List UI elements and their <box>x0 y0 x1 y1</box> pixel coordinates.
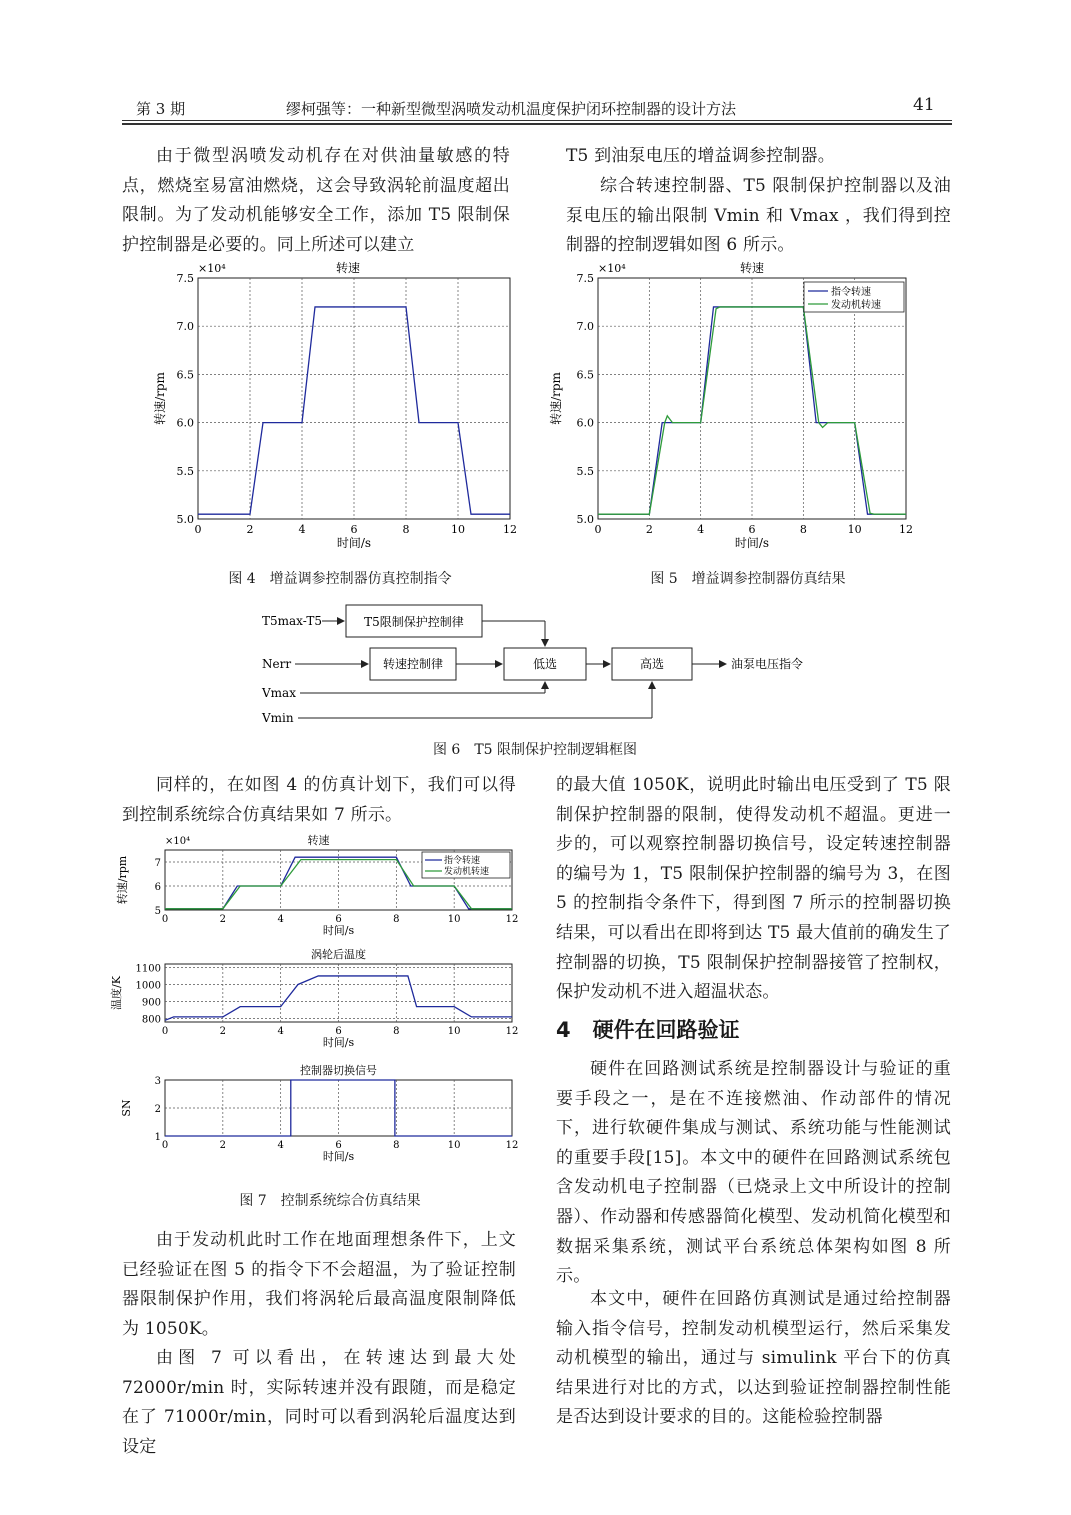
x-tick-label: 2 <box>219 1140 227 1151</box>
y-tick-label: 5.5 <box>576 464 594 478</box>
t5-limit-block-label: T5限制保护控制律 <box>364 615 464 629</box>
subplot-c-ylabel: SN <box>120 1099 133 1117</box>
x-tick-label: 12 <box>505 914 519 925</box>
x-axis-label: 时间/s <box>734 536 770 550</box>
right-paragraph-1: T5 到油泵电压的增益调参控制器。 <box>566 146 835 166</box>
y-tick-label: 5.0 <box>176 513 194 526</box>
x-tick-label: 4 <box>697 523 705 536</box>
header-title: 缪柯强等：一种新型微型涡喷发动机温度保护闭环控制器的设计方法 <box>286 100 737 118</box>
x-tick-label: 8 <box>393 1140 400 1151</box>
y-tick-label: 5 <box>154 906 161 917</box>
output-label: 油泵电压指令 <box>731 657 804 671</box>
x-tick-label: 0 <box>161 1140 169 1151</box>
x-tick-label: 0 <box>194 523 202 536</box>
x-tick-label: 8 <box>393 914 400 925</box>
subplot-b-xlabel: 时间/s <box>322 1036 355 1049</box>
x-tick-label: 6 <box>335 1026 342 1037</box>
x-tick-label: 6 <box>335 1140 342 1151</box>
x-tick-label: 4 <box>277 1026 284 1037</box>
x-axis-label: 时间/s <box>336 536 372 550</box>
y-tick-label: 6.5 <box>576 368 594 382</box>
legend-label-2: 发动机转速 <box>444 867 490 877</box>
y-tick-label: 6.5 <box>176 368 194 382</box>
left-paragraph-2: 同样的，在如图 4 的仿真计划下，我们可以得到控制系统综合仿真结果如 7 所示。 <box>122 775 516 825</box>
legend-label-1: 指令转速 <box>444 856 481 866</box>
left-paragraph-3: 由于发动机此时工作在地面理想条件下，上文已经验证在图 5 的指令下不会超温，为了验证控制器限制保护作用，我们将涡轮后最高温度限制降低为 1050K。 <box>122 1230 516 1339</box>
x-tick-label: 4 <box>298 523 306 536</box>
figure-6-caption: 图 6 T5 限制保护控制逻辑框图 <box>432 742 638 758</box>
x-tick-label: 12 <box>503 523 517 536</box>
y-axis-label: 转速/rpm <box>549 372 563 425</box>
y-tick-label: 1 <box>154 1132 161 1143</box>
x-tick-label: 12 <box>505 1026 519 1037</box>
high-select-block-label: 高选 <box>639 657 665 671</box>
y-tick-label: 3 <box>154 1076 161 1087</box>
figure-4-chart <box>150 258 530 558</box>
figure-7-caption: 图 7 控制系统综合仿真结果 <box>239 1193 421 1209</box>
x-tick-label: 8 <box>402 523 410 536</box>
left-paragraph-1: 由于微型涡喷发动机存在对供油量敏感的特点，燃烧室易富油燃烧，这会导致涡轮前温度超出限制。为了发动机能够安全工作，添加 T5 限制保护控制器是必要的。同上所述可以建立 <box>122 146 510 255</box>
header-rule-thick <box>122 123 952 125</box>
subplot-a-title: 转速 <box>307 834 330 847</box>
y-axis-label: 转速/rpm <box>153 372 167 425</box>
y-tick-label: 6 <box>154 882 161 893</box>
subplot-b-title: 涡轮后温度 <box>311 948 366 961</box>
x-tick-label: 8 <box>799 523 807 536</box>
section-heading <box>556 1014 740 1044</box>
figure-5-caption: 图 5 增益调参控制器仿真结果 <box>650 571 846 587</box>
figure-7-chart <box>110 828 530 1178</box>
y-tick-label: 7.5 <box>576 272 594 285</box>
input-vmax-label: Vmax <box>262 686 296 700</box>
input-t5-label: T5max-T5 <box>262 614 322 628</box>
y-tick-label: 5.0 <box>576 513 594 526</box>
subplot-b-ylabel: 温度/K <box>110 976 123 1010</box>
x-tick-label: 0 <box>161 914 169 925</box>
y-tick-label: 7 <box>154 858 161 869</box>
y-tick-label: 900 <box>141 997 161 1009</box>
figure-5-chart <box>546 258 926 558</box>
x-tick-label: 4 <box>277 1140 284 1151</box>
section-title: 硬件在回路验证 <box>592 1018 740 1042</box>
x-tick-label: 2 <box>219 914 227 925</box>
right-paragraph-3: 的最大值 1050K，说明此时输出电压受到了 T5 限制保护控制器的限制，使得发动机不超温。更进一步的，可以观察控制器切换信号，设定转速控制器的编号为 1，T5 限制保护控制器的编号为 3，在图 5 的控制指令条件下，得到图 7 所示的控制器切换结果，可以看出在即将到达 T5 最大值前的确发生了控制器的切换，T5 限制保护控制器接管了控制权，保护发动机不进入超温状态。 <box>556 775 951 1003</box>
chart-title: 转速 <box>335 261 361 275</box>
chart-title: 转速 <box>739 261 765 275</box>
x-tick-label: 2 <box>645 523 653 536</box>
y-tick-label: 7.0 <box>576 320 594 334</box>
subplot-c-xlabel: 时间/s <box>322 1150 355 1163</box>
x-tick-label: 10 <box>847 523 862 536</box>
input-vmin-label: Vmin <box>262 711 294 725</box>
y-scale-exponent: ×10⁴ <box>598 262 626 275</box>
header-issue: 第 3 期 <box>136 100 186 118</box>
x-tick-label: 12 <box>505 1140 519 1151</box>
input-nerr-label: Nerr <box>262 657 292 671</box>
y-tick-label: 7.5 <box>176 272 194 285</box>
right-paragraph-2: 综合转速控制器、T5 限制保护控制器以及油泵电压的输出限制 Vmin 和 Vmax ，我们得到控制器的控制逻辑如图 6 所示。 <box>566 176 951 256</box>
legend-label-1: 指令转速 <box>831 287 871 298</box>
speed-control-block-label: 转速控制律 <box>382 657 444 671</box>
y-scale-exponent: ×10⁴ <box>198 262 226 275</box>
x-tick-label: 10 <box>451 523 465 536</box>
x-tick-label: 10 <box>447 914 461 925</box>
y-tick-label: 2 <box>154 1104 161 1115</box>
subplot-a-exponent: ×10⁴ <box>165 836 191 847</box>
x-tick-label: 4 <box>277 914 284 925</box>
subplot-a-xlabel: 时间/s <box>322 924 355 937</box>
figure-4-caption: 图 4 增益调参控制器仿真控制指令 <box>228 571 452 587</box>
legend-label-2: 发动机转速 <box>831 300 881 311</box>
x-tick-label: 0 <box>161 1026 169 1037</box>
low-select-block-label: 低选 <box>532 657 558 671</box>
x-tick-label: 6 <box>350 523 358 536</box>
x-tick-label: 10 <box>447 1026 461 1037</box>
y-tick-label: 6.0 <box>176 416 194 430</box>
right-paragraph-4: 硬件在回路测试系统是控制器设计与验证的重要手段之一，是在不连接燃油、作动部件的情况下，进行软硬件集成与测试、系统功能与性能测试的重要手段[15]。本文中的硬件在回路测试系统包含发动机电子控制器（已烧录上文中所设计的控制器）、作动器和传感器简化模型、发动机简化模型和数据采集系统，测试平台系统总体架构如图 8 所示。 <box>556 1059 951 1287</box>
x-tick-label: 2 <box>246 523 254 536</box>
figure-6-diagram <box>250 600 850 730</box>
x-tick-label: 12 <box>899 523 913 536</box>
y-tick-label: 5.5 <box>176 464 194 478</box>
section-number: 4 <box>556 1018 571 1042</box>
y-tick-label: 1000 <box>135 980 161 992</box>
subplot-c-title: 控制器切换信号 <box>300 1064 377 1077</box>
y-tick-label: 800 <box>141 1014 161 1026</box>
header-page-number: 41 <box>913 95 935 115</box>
x-tick-label: 0 <box>594 523 602 536</box>
left-paragraph-4: 由图 7 可以看出，在转速达到最大处 72000r/min 时，实际转速并没有跟随，而是稳定在了 71000r/min，同时可以看到涡轮后温度达到设定 <box>122 1348 516 1457</box>
y-tick-label: 7.0 <box>176 320 194 334</box>
y-tick-label: 1100 <box>135 963 161 975</box>
x-tick-label: 2 <box>219 1026 227 1037</box>
x-tick-label: 10 <box>447 1140 461 1151</box>
x-tick-label: 6 <box>748 523 756 536</box>
x-tick-label: 8 <box>393 1026 400 1037</box>
subplot-a-ylabel: 转速/rpm <box>116 855 129 905</box>
right-paragraph-5: 本文中，硬件在回路仿真测试是通过给控制器输入指令信号，控制发动机模型运行，然后采集发动机模型的输出，通过与 simulink 平台下的仿真结果进行对比的方式，以达到验证控制器控制性能是否达到设计要求的目的。这能检验控制器 <box>556 1289 951 1428</box>
y-tick-label: 6.0 <box>576 416 594 430</box>
x-tick-label: 6 <box>335 914 342 925</box>
header-rule-thin <box>122 120 952 121</box>
